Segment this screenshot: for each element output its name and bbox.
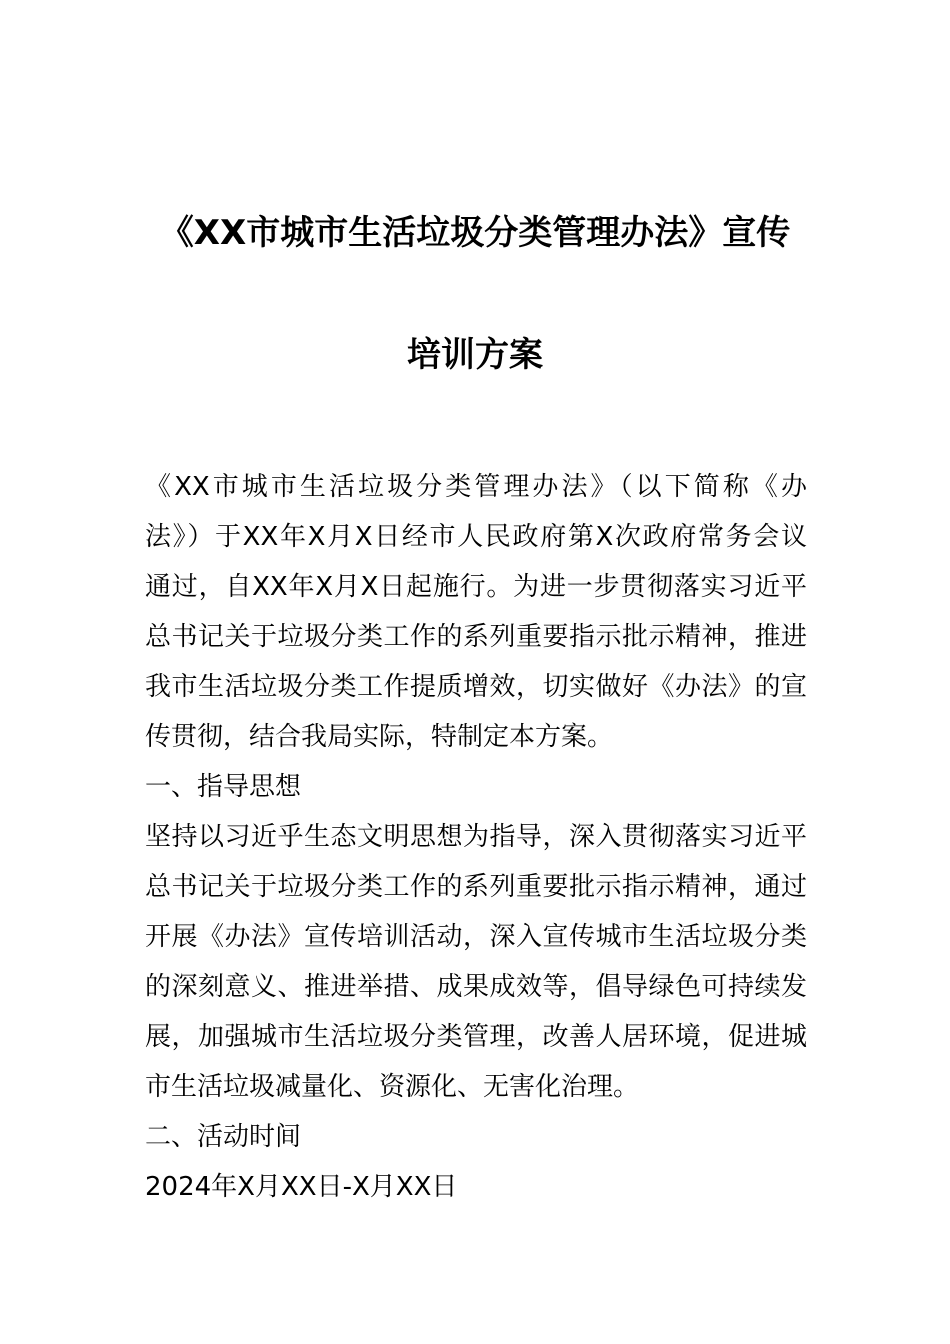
guiding-thought-line: 坚持以习近乎生态文明思想为指导，深入贯彻落实习近平 xyxy=(145,822,807,852)
guiding-thought-paragraph xyxy=(145,812,807,1112)
intro-line: 通过，自XX年X月X日起施行。为进一步贯彻落实习近平 xyxy=(145,572,807,602)
guiding-thought-line: 的深刻意义、推进举措、成果成效等，倡导绿色可持续发 xyxy=(145,972,807,1002)
section-heading-guiding-thought: 一、指导思想 xyxy=(145,772,302,802)
document-body xyxy=(145,462,807,1212)
activity-time-paragraph xyxy=(145,1162,807,1212)
intro-line: 法》）于XX年X月X日经市人民政府第X次政府常务会议 xyxy=(145,522,807,552)
guiding-thought-line: 开展《办法》宣传培训活动，深入宣传城市生活垃圾分类 xyxy=(145,922,807,952)
intro-paragraph xyxy=(145,462,807,762)
document-title-line-2: 培训方案 xyxy=(407,335,543,375)
intro-line: 传贯彻，结合我局实际，特制定本方案。 xyxy=(145,722,614,752)
guiding-thought-line: 展，加强城市生活垃圾分类管理，改善人居环境，促进城 xyxy=(145,1022,807,1052)
section-heading-activity-time: 二、活动时间 xyxy=(145,1122,302,1152)
document-title-line-1: 《XX市城市生活垃圾分类管理办法》宣传 xyxy=(159,213,791,253)
activity-time-line: 2024年X月XX日-X月XX日 xyxy=(145,1172,458,1202)
guiding-thought-line: 市生活垃圾减量化、资源化、无害化治理。 xyxy=(145,1072,640,1102)
guiding-thought-line: 总书记关于垃圾分类工作的系列重要批示指示精神，通过 xyxy=(145,872,807,902)
intro-line: 我市生活垃圾分类工作提质增效，切实做好《办法》的宣 xyxy=(145,672,807,702)
intro-line: 《XX市城市生活垃圾分类管理办法》（以下简称《办 xyxy=(145,472,807,502)
intro-line: 总书记关于垃圾分类工作的系列重要指示批示精神，推进 xyxy=(145,622,807,652)
